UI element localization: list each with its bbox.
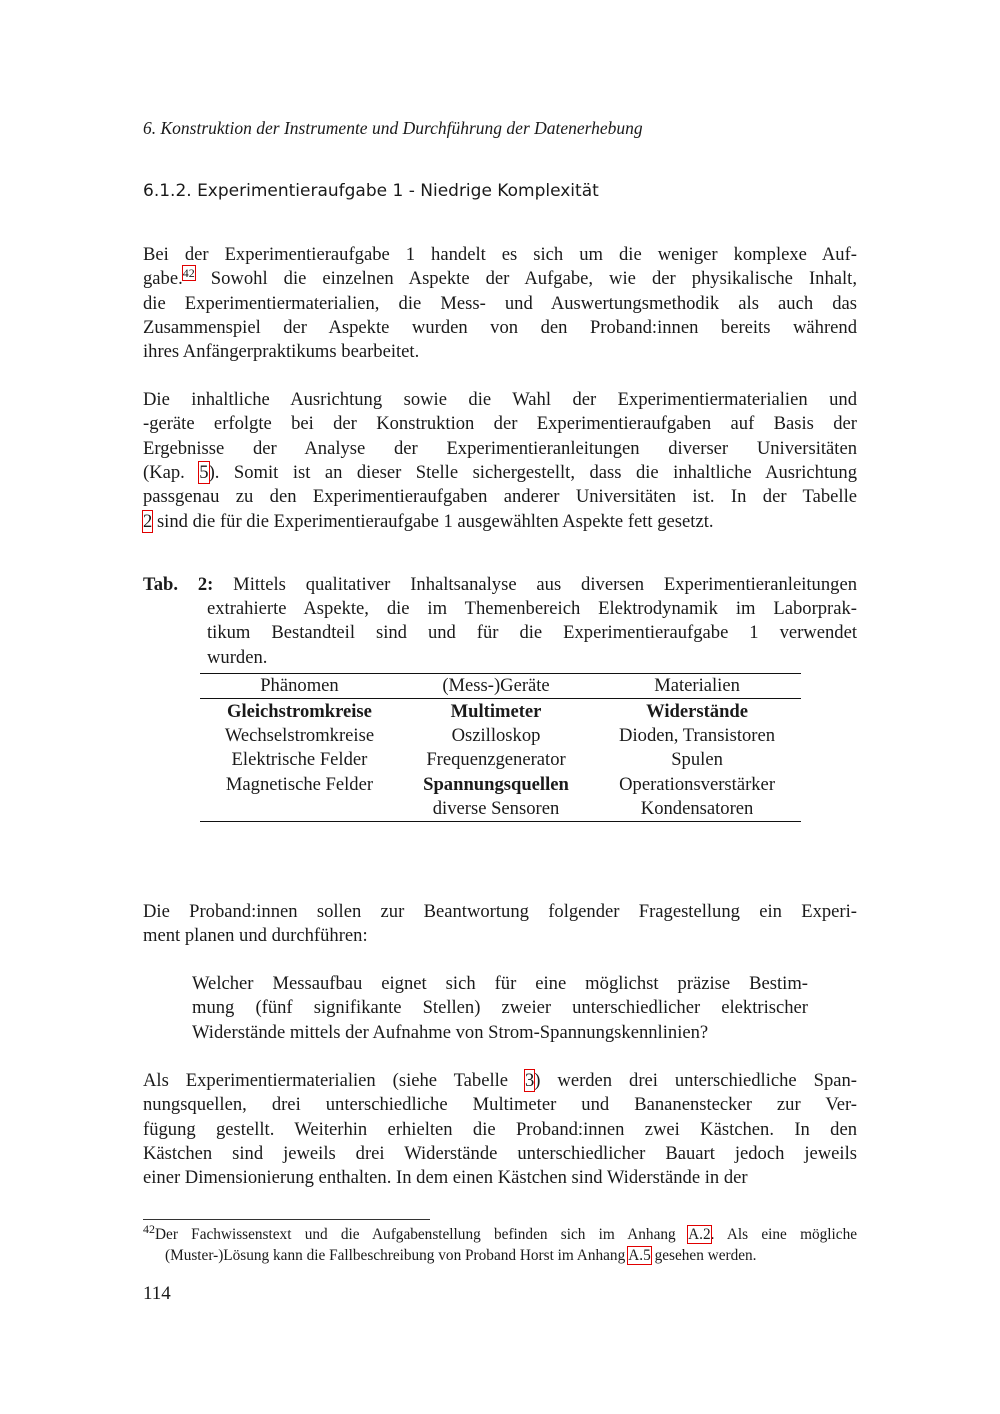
- text-span: passgenau zu den Experimentieraufgaben anderer Universitäten ist. In der Tabelle: [143, 486, 857, 508]
- text-span: (Muster-)Lösung kann die Fallbeschreibung von Proband Horst im Anhang: [165, 1247, 629, 1264]
- cross-reference-link[interactable]: 2: [143, 510, 153, 532]
- text-span: nungsquellen, drei unterschiedliche Multimeter und Bananenstecker zur Ver-: [143, 1094, 857, 1116]
- paragraph-line: [143, 461, 857, 485]
- table-row: [200, 748, 801, 772]
- paragraph-line: [143, 388, 857, 412]
- paragraph-line: [143, 900, 857, 924]
- text-span: -geräte erfolgte bei der Konstruktion der Experimentieraufgaben auf Basis der: [143, 413, 857, 435]
- text-span: fügung gestellt. Weiterhin erhielten die Proband:innen zwei Kästchen. In den: [143, 1118, 857, 1140]
- text-span: Als Experimentiermaterialien (siehe Tabelle: [143, 1070, 525, 1091]
- text-span: ment planen und durchführen:: [143, 925, 368, 947]
- text-span: tikum Bestandteil sind und für die Experimentieraufgabe 1 verwendet: [207, 622, 857, 644]
- cross-reference-link[interactable]: 3: [524, 1070, 535, 1091]
- text-span: Tab. 2:: [143, 574, 234, 595]
- paragraph-line: [143, 412, 857, 436]
- paragraph-line: [143, 1069, 857, 1093]
- table-header-row: [200, 674, 801, 699]
- table-cell: Kondensatoren: [640, 798, 754, 820]
- cross-reference-link[interactable]: A.2: [688, 1226, 711, 1243]
- table-cell: [200, 797, 399, 822]
- paragraph-line: [143, 243, 857, 267]
- table-cell: Magnetische Felder: [225, 773, 374, 795]
- table-cell: Frequenzgenerator: [426, 749, 566, 771]
- text-span: Welcher Messaufbau eignet sich für eine möglichst präzise Bestim-: [192, 973, 808, 994]
- table-row: [200, 773, 801, 797]
- table-cell: Oszilloskop: [451, 724, 541, 746]
- text-span: Ergebnisse der Analyse der Experimentieranleitungen diverser Universitäten: [143, 437, 857, 459]
- table-row: [200, 699, 801, 724]
- footnote-marker: 42: [143, 1221, 155, 1236]
- research-question-line: [192, 972, 808, 996]
- table-header: Phänomen: [260, 675, 339, 697]
- table-row: [200, 724, 801, 748]
- footnote-line: [143, 1221, 858, 1245]
- paragraph-line: [143, 1093, 857, 1117]
- text-span: wurden.: [207, 646, 268, 668]
- cross-reference-link[interactable]: A.5: [628, 1247, 651, 1264]
- paragraph-line: [143, 485, 857, 509]
- text-span: gesehen werden.: [650, 1247, 757, 1264]
- text-span: sind die für die Experimentieraufgabe 1 ausgewählten Aspekte fett gesetzt.: [152, 510, 714, 532]
- text-span: ). Somit ist an dieser Stelle sichergestellt, dass die inhaltliche Ausrichtung: [208, 461, 858, 483]
- table-caption-line: [143, 573, 857, 597]
- aspects-table: [200, 673, 801, 822]
- paragraph-line: [143, 340, 857, 364]
- cross-reference-link[interactable]: 42: [182, 266, 195, 281]
- page-number: 114: [143, 1283, 171, 1304]
- text-span: gabe.: [143, 268, 183, 290]
- running-head: 6. Konstruktion der Instrumente und Durchführung der Datenerhebung: [143, 118, 643, 138]
- text-span: Sowohl die einzelnen Aspekte der Aufgabe, wie der physikalische Inhalt,: [194, 268, 857, 290]
- text-span: Die Proband:innen sollen zur Beantwortung folgender Fragestellung ein Experi-: [143, 901, 857, 922]
- research-question-line: [192, 996, 808, 1020]
- paragraph-line: [143, 267, 857, 291]
- table-row: [200, 797, 801, 822]
- text-span: ihres Anfängerpraktikums bearbeitet.: [143, 341, 420, 363]
- text-span: Widerstände mittels der Aufnahme von Strom-Spannungskennlinien?: [192, 1021, 709, 1043]
- table-cell: Spulen: [671, 749, 723, 771]
- table-cell: Widerstände: [646, 700, 749, 722]
- text-span: Kästchen sind jeweils drei Widerstände unterschiedlicher Bauart jedoch jeweils: [143, 1142, 857, 1164]
- paragraph-line: [143, 924, 857, 948]
- paragraph-line: [143, 1166, 857, 1190]
- text-span: ) werden drei unterschiedliche Span-: [534, 1070, 857, 1091]
- table-cell: diverse Sensoren: [432, 798, 560, 820]
- paragraph-line: [143, 1118, 857, 1142]
- footnote-rule: [143, 1219, 430, 1220]
- table-caption-line: [207, 621, 857, 645]
- table-cell: Dioden, Transistoren: [619, 724, 776, 746]
- text-span: die Experimentiermaterialien, die Mess- und Auswertungsmethodik als auch das: [143, 292, 857, 314]
- paragraph-line: [143, 1142, 857, 1166]
- table-cell: Multimeter: [450, 700, 542, 722]
- text-span: . Als eine mögliche: [710, 1226, 858, 1243]
- table-header: Materialien: [654, 675, 740, 697]
- paragraph-line: [143, 510, 857, 534]
- table-caption-line: [207, 646, 857, 670]
- text-span: extrahierte Aspekte, die im Themenbereich Elektrodynamik im Laborprak-: [207, 598, 857, 619]
- paragraph-line: [143, 316, 857, 340]
- table-cell: Elektrische Felder: [231, 749, 368, 771]
- research-question-line: [192, 1021, 808, 1045]
- text-span: Die inhaltliche Ausrichtung sowie die Wahl der Experimentiermaterialien und: [143, 389, 857, 410]
- text-span: (Kap.: [143, 461, 200, 483]
- cross-reference-link[interactable]: 5: [199, 461, 209, 483]
- table-cell: Gleichstromkreise: [226, 700, 372, 722]
- table-cell: Spannungsquellen: [423, 773, 569, 795]
- text-span: Mittels qualitativer Inhaltsanalyse aus diversen Experimentieranleitungen: [233, 574, 857, 595]
- footnote-line: [165, 1245, 857, 1266]
- paragraph-line: [143, 292, 857, 316]
- paragraph-line: [143, 437, 857, 461]
- table-cell: Operationsverstärker: [619, 773, 776, 795]
- table-header: (Mess-)Geräte: [442, 675, 550, 697]
- text-span: Der Fachwissenstext und die Aufgabenstellung befinden sich im Anhang: [155, 1226, 689, 1243]
- table-cell: Wechselstromkreise: [224, 724, 375, 746]
- text-span: mung (fünf signifikante Stellen) zweier unterschiedlicher elektrischer: [192, 997, 808, 1019]
- text-span: Bei der Experimentieraufgabe 1 handelt es sich um die weniger komplexe Auf-: [143, 244, 857, 265]
- text-span: einer Dimensionierung enthalten. In dem einen Kästchen sind Widerstände in der: [143, 1167, 748, 1189]
- text-span: Zusammenspiel der Aspekte wurden von den Proband:innen bereits während: [143, 316, 857, 338]
- table-caption-line: [207, 597, 857, 621]
- section-heading: 6.1.2. Experimentieraufgabe 1 - Niedrige Komplexität: [143, 181, 599, 201]
